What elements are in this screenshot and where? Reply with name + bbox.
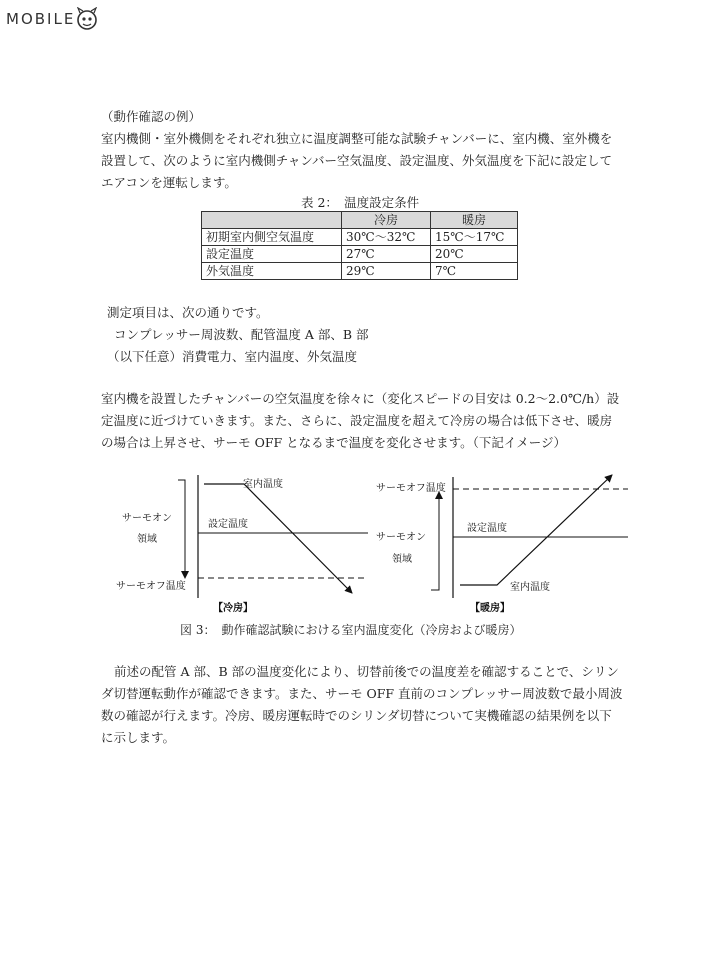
intro-line-3: エアコンを運転します。 (101, 175, 237, 190)
table-header-cell: 暖房 (431, 212, 518, 229)
measure-lead: 測定項目は、次の通りです。 (107, 305, 269, 320)
conclusion-line-3: 数の確認が行えます。冷房、暖房運転時でのシリンダ切替について実機確認の結果例を以下 (101, 708, 612, 723)
procedure-line-1: 室内機を設置したチャンバーの空気温度を徐々に（変化スピードの目安は 0.2〜2.0℃/h）設 (101, 391, 620, 406)
heating-diagram (376, 475, 628, 614)
measure-item: コンプレッサー周波数、配管温度 A 部、B 部 (114, 327, 369, 342)
heating-thermo-on-range-arrow (431, 492, 439, 590)
cooling-thermo-on-range-arrow (178, 480, 185, 578)
cooling-region-label: 領域 (137, 534, 157, 545)
table-cell: 15℃〜17℃ (431, 229, 518, 246)
cooling-setpoint-label: 設定温度 (208, 519, 248, 530)
table-cell: 初期室内側空気温度 (202, 229, 342, 246)
cooling-diagram (116, 475, 368, 614)
heating-room-temp-label: 室内温度 (510, 582, 550, 593)
heating-setpoint-label: 設定温度 (467, 523, 507, 534)
intro-line-2: 設置して、次のように室内機側チャンバー空気温度、設定温度、外気温度を下記に設定して (101, 153, 613, 168)
table-cell: 29℃ (342, 263, 431, 280)
table-cell: 外気温度 (202, 263, 342, 280)
table-cell: 設定温度 (202, 246, 342, 263)
heating-thermo-on-label: サーモオン (376, 532, 426, 543)
intro-line-1: 室内機側・室外機側をそれぞれ独立に温度調整可能な試験チャンバーに、室内機、室外機を (101, 131, 613, 146)
heating-region-label: 領域 (392, 554, 412, 565)
conclusion-line-2: ダ切替運転動作が確認できます。また、サーモ OFF 直前のコンプレッサー周波数で最小周波 (101, 686, 623, 701)
measure-item: （以下任意）消費電力、室内温度、外気温度 (107, 349, 358, 364)
cooling-title: 【冷房】 (213, 603, 253, 614)
conclusion-line-1: 前述の配管 A 部、B 部の温度変化により、切替前後での温度差を確認することで、シリン (114, 664, 619, 679)
heating-title: 【暖房】 (470, 603, 510, 614)
logo-text: MOBILE (6, 10, 76, 28)
heating-thermo-off-label: サーモオフ温度 (376, 483, 446, 494)
procedure-line-2: 定温度に近づけていきます。また、さらに、設定温度を超えて冷房の場合は低下させ、暖房 (101, 413, 613, 428)
table-cell: 20℃ (431, 246, 518, 263)
table-cell: 30℃〜32℃ (342, 229, 431, 246)
section-heading: （動作確認の例） (101, 109, 202, 124)
cooling-thermo-on-label: サーモオン (122, 513, 172, 524)
procedure-line-3: の場合は上昇させ、サーモ OFF となるまで温度を変化させます。（下記イメージ） (101, 435, 567, 450)
table-caption: 表 2： 温度設定条件 (301, 195, 420, 210)
table-cell: 7℃ (431, 263, 518, 280)
cooling-thermo-off-label: サーモオフ温度 (116, 581, 186, 592)
table-cell: 27℃ (342, 246, 431, 263)
cooling-room-temp-curve (204, 484, 352, 593)
table-header-cell: 冷房 (342, 212, 431, 229)
figure-caption: 図 3： 動作確認試験における室内温度変化（冷房および暖房） (180, 623, 522, 637)
cooling-room-temp-label: 室内温度 (243, 479, 283, 490)
conclusion-line-4: に示します。 (101, 730, 176, 745)
